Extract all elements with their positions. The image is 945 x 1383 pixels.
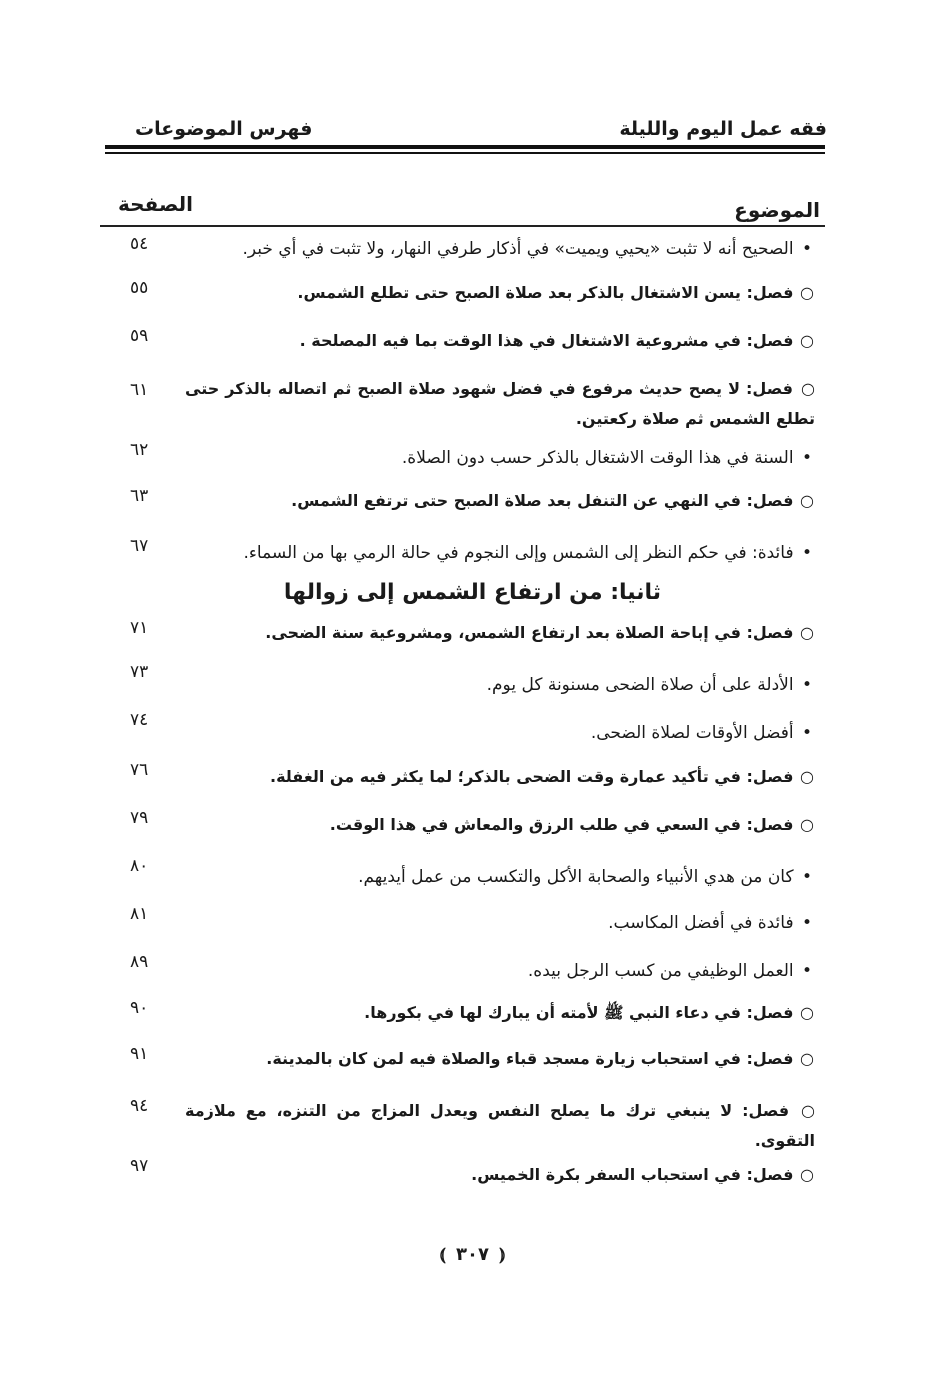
open-bullet-icon: ○ [800,815,814,834]
toc-entry-page: ٨٩ [130,952,149,972]
book-title: فقه عمل اليوم والليلة [619,118,827,140]
toc-entry [185,998,815,1028]
toc-entry-page: ٨٠ [130,856,149,876]
toc-entry [185,956,815,986]
filled-bullet-icon: • [801,723,813,743]
filled-bullet-icon: • [801,239,813,259]
page-number-footer [0,1244,945,1265]
toc-entry-page: ٩٠ [130,998,149,1018]
toc-entry-text: العمل الوظيفي من كسب الرجل بيده. [527,961,794,981]
toc-entry [185,538,815,568]
toc-entry-text: فصل: في دعاء النبي ﷺ لأمته أن يبارك لها في بكورها. [364,1003,794,1022]
open-bullet-icon: ○ [801,1101,816,1120]
open-bullet-icon: ○ [800,283,814,302]
toc-entry-page: ٩١ [130,1044,149,1064]
column-header-rule [100,225,825,227]
toc-entry-page: ٥٥ [130,278,149,298]
toc-entry [185,1096,815,1156]
filled-bullet-icon: • [801,913,813,933]
filled-bullet-icon: • [801,675,813,695]
toc-entry-page: ٧١ [130,618,149,638]
filled-bullet-icon: • [801,867,813,887]
toc-entry-text: فصل: يسن الاشتغال بالذكر بعد صلاة الصبح حتى تطلع الشمس. [297,283,794,302]
toc-entry-text: فصل: لا ينبغي ترك ما يصلح النفس ويعدل المزاج من التنزه، مع ملازمة التقوى. [185,1101,815,1150]
section-title: فهرس الموضوعات [135,118,313,140]
toc-entry-page: ٧٣ [130,662,149,682]
toc-entry [185,374,815,434]
toc-entry-page: ٧٦ [130,760,149,780]
toc-entry-text: فصل: في النهي عن التنفل بعد صلاة الصبح حتى ترتفع الشمس. [291,491,794,510]
toc-entry-text: فصل: لا يصح حديث مرفوع في فضل شهود صلاة الصبح ثم اتصاله بالذكر حتى تطلع الشمس ثم صلاة ركعتين. [185,379,815,428]
toc-entry-text: فصل: في السعي في طلب الرزق والمعاش في هذا الوقت. [329,815,794,834]
ornament-left-icon: ⦅ [439,1244,446,1265]
filled-bullet-icon: • [801,543,813,563]
toc-entry-page: ٧٤ [130,710,149,730]
open-bullet-icon: ○ [801,379,815,398]
toc-entry [185,486,815,516]
toc-entry-text: فصل: في استحباب زيارة مسجد قباء والصلاة فيه لمن كان بالمدينة. [266,1049,794,1068]
toc-entry [185,618,815,648]
column-header-topic: الموضوع [734,198,820,222]
toc-entry-page: ٦١ [130,380,149,400]
toc-entry [185,670,815,700]
toc-entry-page: ٦٢ [130,440,149,460]
open-bullet-icon: ○ [800,1049,814,1068]
toc-entry [185,718,815,748]
page-number: ٣٠٧ [456,1244,489,1265]
ornament-right-icon: ⦆ [499,1244,506,1265]
toc-entry [185,234,815,264]
toc-entry [185,278,815,308]
toc-entry-text: أفضل الأوقات لصلاة الضحى. [590,723,794,743]
open-bullet-icon: ○ [800,1003,814,1022]
toc-entry-text: كان من هدي الأنبياء والصحابة الأكل والتكسب من عمل أيديهم. [358,867,794,887]
filled-bullet-icon: • [801,448,813,468]
toc-entry-page: ٦٣ [130,486,149,506]
open-bullet-icon: ○ [800,331,814,350]
toc-entry [185,810,815,840]
toc-entry-page: ٨١ [130,904,149,924]
toc-entry-page: ٧٩ [130,808,149,828]
toc-entry-text: فصل: في مشروعية الاشتغال في هذا الوقت بما فيه المصلحة . [299,331,794,350]
column-header-page: الصفحة [118,192,194,216]
section-heading: ثانيا: من ارتفاع الشمس إلى زوالها [283,580,662,605]
toc-entry-text: الأدلة على أن صلاة الضحى مسنونة كل يوم. [486,675,794,695]
toc-entry-text: السنة في هذا الوقت الاشتغال بالذكر حسب دون الصلاة. [401,448,794,468]
open-bullet-icon: ○ [800,623,814,642]
filled-bullet-icon: • [801,961,813,981]
open-bullet-icon: ○ [800,1165,814,1184]
toc-entry-page: ٦٧ [130,536,149,556]
toc-entry-text: الصحيح أنه لا تثبت «يحيي ويميت» في أذكار طرفي النهار، ولا تثبت في أي خبر. [242,239,794,259]
toc-entry [185,1044,815,1074]
toc-entry-text: فصل: في إباحة الصلاة بعد ارتفاع الشمس، ومشروعية سنة الضحى. [265,623,794,642]
toc-entry [185,908,815,938]
toc-entry-text: فائدة في أفضل المكاسب. [608,913,794,933]
open-bullet-icon: ○ [800,767,814,786]
toc-entry [185,443,815,473]
toc-entry-page: ٥٤ [130,234,149,254]
toc-entry-page: ٩٧ [130,1156,149,1176]
toc-entry-text: فصل: في تأكيد عمارة وقت الضحى بالذكر؛ لما يكثر فيه من الغفلة. [269,767,794,786]
toc-entry-page: ٥٩ [130,326,149,346]
toc-entry [185,1160,815,1190]
open-bullet-icon: ○ [800,491,814,510]
toc-entry [185,326,815,356]
header-rule-thin [105,152,825,154]
toc-entry [185,862,815,892]
toc-entry-text: فائدة: في حكم النظر إلى الشمس وإلى النجوم في حالة الرمي بها من السماء. [243,543,794,563]
toc-entry-page: ٩٤ [130,1096,149,1116]
toc-entry-text: فصل: في استحباب السفر بكرة الخميس. [471,1165,794,1184]
header-rule-thick [105,145,825,149]
toc-entry [185,762,815,792]
